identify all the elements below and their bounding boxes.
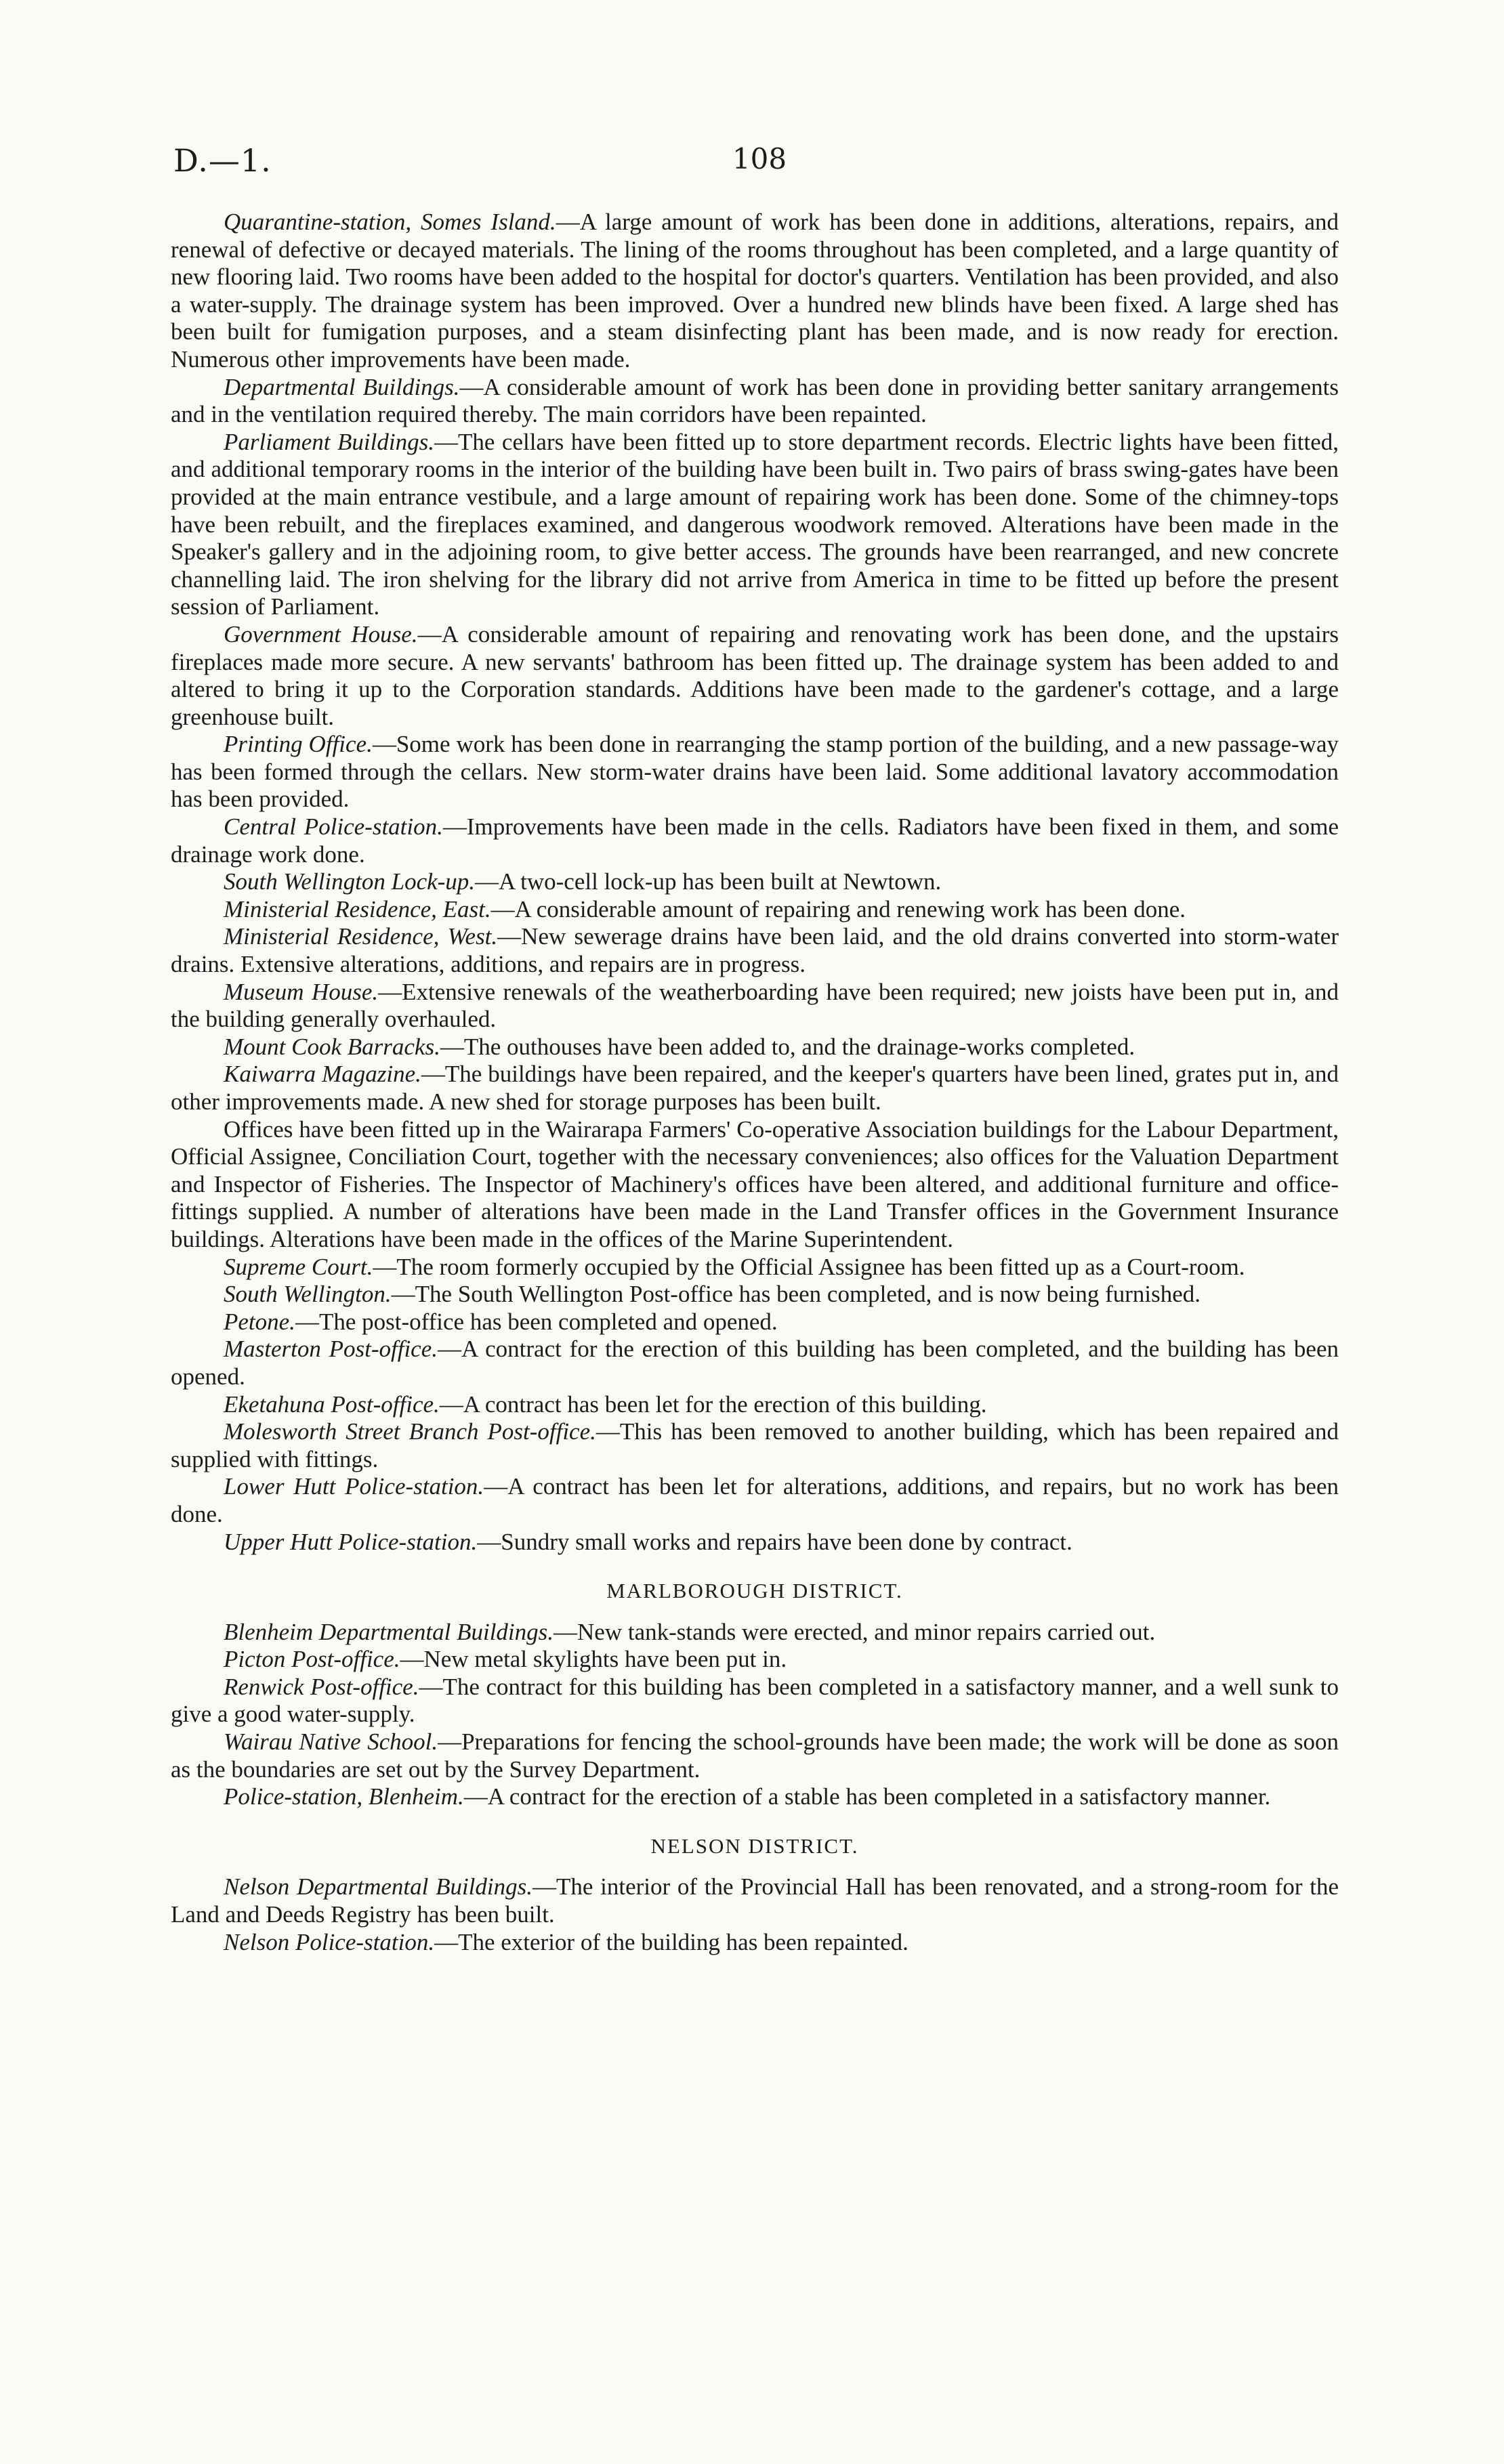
- paragraph: [171, 1061, 1339, 1116]
- nelson-section: [171, 1873, 1339, 1956]
- paragraph-title: Lower Hutt Police-station.: [224, 1473, 484, 1500]
- paragraph-text: —The exterior of the building has been repainted.: [434, 1928, 908, 1955]
- page-header: [173, 142, 1345, 183]
- paragraph-text: —A large amount of work has been done in additions, alterations, repairs, and renewal of defective or decayed materials. The lining of the rooms throughout has been completed, and a large quantity of new flooring laid. Two rooms have been added to the hospital for doctor's quarters. Ventilation has been provided, and also a water-supply. The drainage system has been improved. Over a hundred new blinds have been fixed. A large shed has been built for fumigation purposes, and a steam disinfecting plant has been made, and is now ready for erection. Numerous other improvements have been made.: [171, 209, 1339, 373]
- section-heading-nelson: NELSON DISTRICT.: [650, 1833, 859, 1858]
- section-heading-marlborough: MARLBOROUGH DISTRICT.: [606, 1579, 903, 1603]
- report-body: [171, 209, 1339, 1956]
- paragraph-text: —A considerable amount of repairing and renewing work has been done.: [490, 895, 1186, 922]
- paragraph-text: —Sundry small works and repairs have been done by contract.: [477, 1528, 1072, 1555]
- paragraph: [171, 1873, 1339, 1928]
- paragraph-title: Ministerial Residence, East.: [224, 895, 491, 922]
- paragraph-title: Eketahuna Post-office.: [224, 1390, 440, 1418]
- paragraph-title: Picton Post-office.: [224, 1646, 400, 1673]
- paragraph: [171, 1473, 1339, 1528]
- paragraph-title: Blenheim Departmental Buildings.: [224, 1618, 554, 1645]
- paragraph-text: —The South Wellington Post-office has been completed, and is now being furnished.: [391, 1281, 1201, 1308]
- paragraph-text: —Some work has been done in rearranging the stamp portion of the building, and a new passage-way has been formed through the cellars. New storm-water drains have been laid. Some additional lavatory accommodation has been provided.: [171, 731, 1339, 813]
- marlborough-section: [171, 1619, 1339, 1811]
- paragraph: [171, 1336, 1339, 1390]
- paragraph: [171, 209, 1339, 374]
- paragraph: [171, 1309, 1339, 1336]
- paragraph-title: Wairau Native School.: [224, 1728, 438, 1756]
- paragraph-text: —A considerable amount of work has been done in providing better sanitary arrangements and in the ventilation required thereby. The main corridors have been repainted.: [171, 373, 1339, 428]
- paragraph-title: Museum House.: [224, 978, 379, 1005]
- paragraph-title: Nelson Police-station.: [224, 1928, 435, 1955]
- paragraph-title: South Wellington.: [224, 1281, 392, 1308]
- paragraph: [171, 1619, 1339, 1647]
- paragraph-text: —The interior of the Provincial Hall has been renovated, and a strong-room for the Land and Deeds Registry has been built.: [171, 1873, 1339, 1928]
- paragraph: [171, 896, 1339, 924]
- page-number: 108: [732, 142, 787, 175]
- document-reference: D.—1.: [173, 142, 272, 179]
- paragraph: [171, 1529, 1339, 1556]
- paragraph-text: —This has been removed to another building, which has been repaired and supplied with fittings.: [171, 1418, 1339, 1472]
- paragraph-title: Parliament Buildings.: [224, 428, 434, 455]
- wellington-section: [171, 209, 1339, 1556]
- paragraph: [171, 374, 1339, 429]
- paragraph-title: Nelson Departmental Buildings.: [224, 1873, 533, 1900]
- paragraph-title: Petone.: [224, 1308, 295, 1335]
- paragraph-text: —A contract has been let for alterations, additions, and repairs, but no work has been done.: [171, 1473, 1339, 1527]
- paragraph-text: —A two-cell lock-up has been built at Newtown.: [475, 868, 942, 895]
- paragraph: [171, 1281, 1339, 1309]
- paragraph-title: Renwick Post-office.: [224, 1673, 419, 1700]
- paragraph: [171, 429, 1339, 621]
- paragraph: [171, 731, 1339, 813]
- paragraph-text: —Extensive renewals of the weatherboarding have been required; new joists have been put in, and the building generally overhauled.: [171, 978, 1339, 1033]
- paragraph-text: —The room formerly occupied by the Official Assignee has been fitted up as a Court-room.: [373, 1253, 1245, 1280]
- paragraph: [171, 1254, 1339, 1281]
- paragraph: [171, 1418, 1339, 1473]
- paragraph: [171, 1674, 1339, 1728]
- paragraph-text: —The buildings have been repaired, and the keeper's quarters have been lined, grates put in, and other improvements made. A new shed for storage purposes has been built.: [171, 1061, 1339, 1115]
- paragraph: [171, 1034, 1339, 1061]
- paragraph-title: Upper Hutt Police-station.: [224, 1528, 478, 1555]
- paragraph-text: —A contract for the erection of this building has been completed, and the building has been opened.: [171, 1336, 1339, 1390]
- paragraph-text: —A contract has been let for the erection of this building.: [439, 1390, 987, 1418]
- paragraph: [171, 813, 1339, 868]
- paragraph: [171, 1116, 1339, 1254]
- paragraph: [171, 621, 1339, 731]
- paragraph-title: Kaiwarra Magazine.: [224, 1061, 421, 1088]
- paragraph: [171, 1391, 1339, 1419]
- paragraph-title: Quarantine-station, Somes Island.: [224, 209, 556, 235]
- paragraph: [171, 1646, 1339, 1674]
- paragraph: [171, 979, 1339, 1034]
- paragraph-text: Offices have been fitted up in the Wairarapa Farmers' Co-operative Association buildings for the Labour Department, Official Assignee, Conciliation Court, together with the necessary conveniences; also offices for the Valuation Department and Inspector of Fisheries. The Inspector of Machinery's offices have been altered, and additional furniture and office-fittings supplied. A number of alterations have been made in the Land Transfer offices in the Government Insurance buildings. Alterations have been made in the offices of the Marine Superintendent.: [171, 1116, 1339, 1252]
- paragraph-text: —New metal skylights have been put in.: [400, 1646, 787, 1673]
- paragraph-title: Masterton Post-office.: [224, 1336, 438, 1363]
- paragraph-text: —The cellars have been fitted up to store department records. Electric lights have been fitted, and additional temporary rooms in the interior of the building have been built in. Two pairs of brass swing-gates have been provided at the main entrance vestibule, and a large amount of repairing work has been done. Some of the chimney-tops have been rebuilt, and the fireplaces examined, and dangerous woodwork removed. Alterations have been made in the Speaker's gallery and in the adjoining room, to give better access. The grounds have been rearranged, and new concrete channelling laid. The iron shelving for the library did not arrive from America in time to be fitted up before the present session of Parliament.: [171, 428, 1339, 620]
- paragraph-title: Supreme Court.: [224, 1253, 373, 1280]
- paragraph-title: Central Police-station.: [224, 813, 443, 841]
- paragraph: [171, 1728, 1339, 1783]
- paragraph-text: —A considerable amount of repairing and renovating work has been done, and the upstairs fireplaces made more secure. A new servants' bathroom has been fitted up. The drainage system has been added to and altered to bring it up to the Corporation standards. Additions have been made to the gardener's cottage, and a large greenhouse built.: [171, 620, 1339, 730]
- paragraph-text: —The outhouses have been added to, and the drainage-works completed.: [440, 1033, 1135, 1060]
- paragraph-title: Molesworth Street Branch Post-office.: [224, 1418, 596, 1445]
- paragraph: [171, 1929, 1339, 1957]
- paragraph-text: —The post-office has been completed and opened.: [295, 1308, 778, 1335]
- paragraph-title: South Wellington Lock-up.: [224, 868, 476, 895]
- paragraph-title: Government House.: [224, 620, 418, 647]
- paragraph-text: —A contract for the erection of a stable has been completed in a satisfactory manner.: [463, 1783, 1271, 1810]
- paragraph-title: Police-station, Blenheim.: [224, 1783, 464, 1810]
- paragraph: [171, 1783, 1339, 1811]
- paragraph-title: Mount Cook Barracks.: [224, 1033, 440, 1060]
- paragraph-text: —Improvements have been made in the cells. Radiators have been fixed in them, and some drainage work done.: [171, 813, 1339, 868]
- paragraph-text: —Preparations for fencing the school-grounds have been made; the work will be done as soon as the boundaries are set out by the Survey Department.: [171, 1728, 1339, 1783]
- paragraph: [171, 868, 1339, 896]
- paragraph: [171, 923, 1339, 978]
- paragraph-text: —New tank-stands were erected, and minor repairs carried out.: [553, 1618, 1156, 1645]
- paragraph-title: Printing Office.: [224, 731, 373, 758]
- paragraph-text: —The contract for this building has been completed in a satisfactory manner, and a well sunk to give a good water-supply.: [171, 1673, 1339, 1728]
- paragraph-title: Ministerial Residence, West.: [224, 923, 498, 950]
- paragraph-text: —New sewerage drains have been laid, and the old drains converted into storm-water drains. Extensive alterations, additions, and repairs are in progress.: [171, 923, 1339, 978]
- paragraph-title: Departmental Buildings.: [224, 373, 460, 400]
